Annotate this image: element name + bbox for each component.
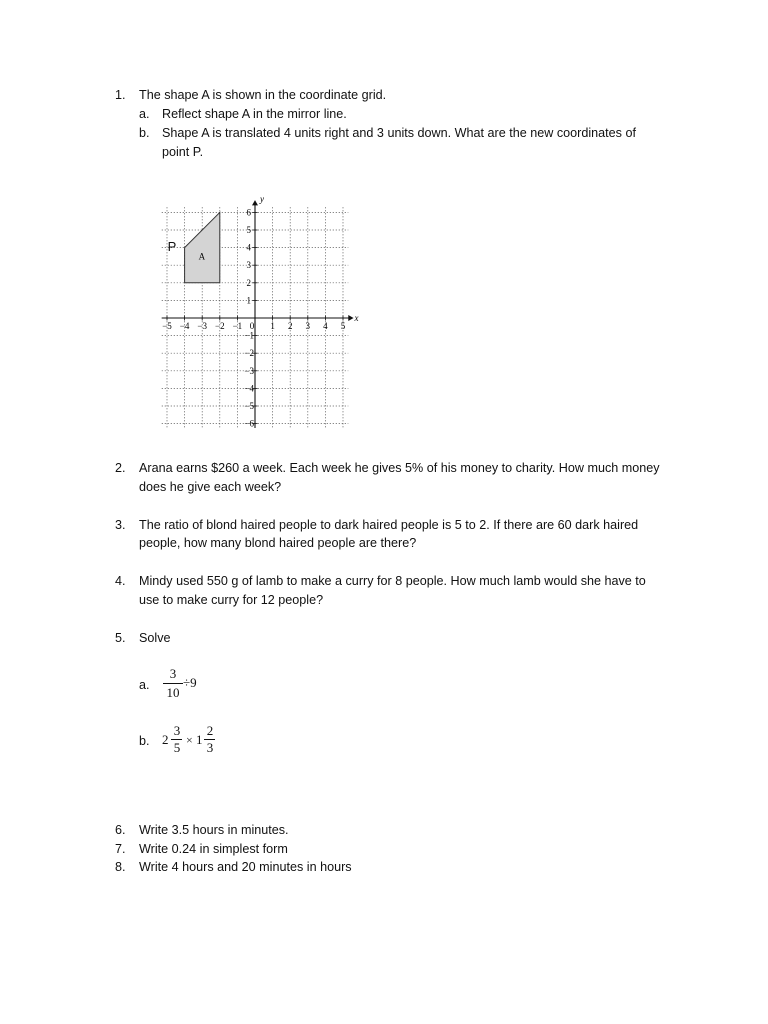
question-number: 4. — [115, 574, 126, 588]
x-tick-label: 0 — [249, 321, 255, 331]
question-number: 8. — [115, 860, 126, 874]
question-number: 3. — [115, 518, 126, 532]
subpart-text: point P. — [162, 145, 204, 159]
y-tick-label: 3 — [246, 260, 251, 271]
multiply-sign: × — [186, 733, 193, 747]
x-axis-arrow — [348, 315, 353, 321]
numerator: 3 — [169, 666, 177, 681]
question-text: The shape A is shown in the coordinate grid. — [139, 88, 387, 102]
subpart-text: Reflect shape A in the mirror line. — [162, 107, 347, 121]
fraction-a — [162, 666, 184, 702]
whole-number: 1 — [196, 732, 203, 747]
x-tick-label: 5 — [340, 321, 346, 331]
numerator: 2 — [206, 723, 214, 738]
subpart-label: a. — [139, 678, 150, 692]
x-tick-label: −4 — [179, 321, 190, 331]
shape-label: A — [198, 251, 206, 262]
question-text: Write 4 hours and 20 minutes in hours — [139, 860, 352, 874]
x-axis-label: x — [354, 313, 359, 323]
fraction-b1 — [170, 723, 184, 757]
point-p-label: P — [167, 238, 177, 254]
question-text: people, how many blond haired people are there? — [139, 536, 417, 550]
operation: ÷9 — [183, 675, 197, 690]
x-tick-label: 3 — [305, 321, 311, 331]
y-axis-label: y — [260, 193, 264, 204]
x-tick-label: 4 — [323, 321, 328, 331]
question-text: Mindy used 550 g of lamb to make a curry for 8 people. How much lamb would she have to — [139, 574, 646, 588]
y-tick-label: −4 — [244, 383, 254, 394]
question-text: does he give each week? — [139, 480, 282, 494]
y-tick-label: 2 — [246, 277, 251, 288]
axes — [162, 200, 354, 428]
subpart-label: b. — [139, 734, 150, 748]
denominator: 10 — [166, 685, 180, 700]
denominator: 3 — [206, 740, 214, 755]
numerator: 3 — [173, 723, 181, 738]
fraction-b2 — [203, 723, 217, 757]
question-text: Write 3.5 hours in minutes. — [139, 823, 289, 837]
y-tick-label: −1 — [244, 330, 254, 341]
y-tick-label: 1 — [246, 295, 251, 306]
question-text: use to make curry for 12 people? — [139, 593, 324, 607]
coordinate-grid — [150, 188, 380, 428]
y-tick-label: −3 — [244, 365, 254, 376]
y-tick-label: −6 — [244, 418, 254, 428]
fraction-bar — [163, 683, 183, 684]
y-tick-label: 6 — [246, 207, 251, 218]
question-text: Arana earns $260 a week. Each week he gives 5% of his money to charity. How much money — [139, 461, 660, 475]
denominator: 5 — [173, 740, 181, 755]
question-number: 5. — [115, 631, 126, 645]
subpart-label: a. — [139, 107, 150, 121]
x-tick-label: −3 — [197, 321, 207, 331]
y-tick-label: −5 — [244, 401, 254, 411]
y-tick-label: −2 — [244, 348, 254, 359]
whole-number: 2 — [162, 732, 169, 747]
question-number: 7. — [115, 842, 126, 856]
x-tick-label: −2 — [215, 321, 225, 331]
x-tick-label: 2 — [287, 321, 293, 331]
subpart-label: b. — [139, 126, 150, 140]
x-tick-label: −1 — [232, 321, 243, 331]
subpart-text: Shape A is translated 4 units right and 3 units down. What are the new coordinates of — [162, 126, 636, 140]
question-number: 1. — [115, 88, 126, 102]
y-tick-label: 4 — [246, 242, 251, 253]
question-text: Write 0.24 in simplest form — [139, 842, 288, 856]
y-tick-label: 5 — [246, 225, 251, 235]
question-text: The ratio of blond haired people to dark haired people is 5 to 2. If there are 60 dark haired — [139, 518, 639, 532]
y-axis-arrow — [252, 200, 258, 205]
x-tick-label: −5 — [162, 321, 172, 331]
question-number: 2. — [115, 461, 126, 475]
question-number: 6. — [115, 823, 126, 837]
x-tick-label: 1 — [270, 321, 275, 331]
question-text: Solve — [139, 631, 171, 645]
